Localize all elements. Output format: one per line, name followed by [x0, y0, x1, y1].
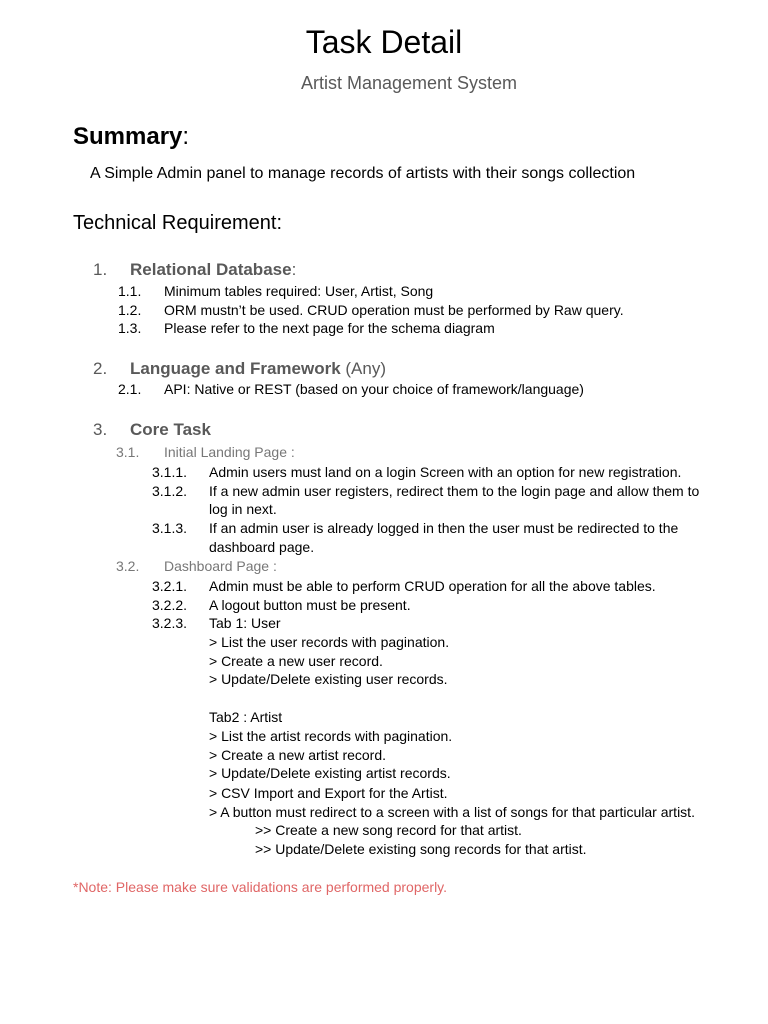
document-subtitle: Artist Management System	[300, 73, 518, 93]
item-number: 2.1.	[118, 381, 142, 397]
tab-line: Tab 1: User	[209, 615, 281, 631]
item-text: ORM mustn’t be used. CRUD operation must be performed by Raw query.	[164, 302, 624, 318]
section-title	[130, 358, 386, 380]
section-title-suffix: (Any)	[340, 359, 387, 378]
item-text: API: Native or REST (based on your choice of framework/language)	[164, 381, 584, 397]
technical-requirement-heading: Technical Requirement:	[73, 212, 282, 234]
tab-line: > Update/Delete existing user records.	[209, 671, 448, 687]
subsection-title: Initial Landing Page :	[164, 444, 295, 460]
tab-line: Tab2 : Artist	[209, 709, 283, 725]
validation-note: *Note: Please make sure validations are performed properly.	[73, 879, 448, 895]
item-text: Admin users must land on a login Screen with an option for new registration.	[209, 464, 682, 480]
summary-text: A Simple Admin panel to manage records of artists with their songs collection	[90, 165, 636, 182]
tab-subline: >> Create a new song record for that artist.	[255, 822, 522, 838]
item-text: Please refer to the next page for the schema diagram	[164, 320, 495, 336]
item-number: 3.2.1.	[152, 578, 188, 594]
item-number: 1.3.	[118, 320, 142, 336]
summary-heading-label: Summary	[73, 123, 183, 150]
tab-line: > Create a new user record.	[209, 653, 383, 669]
section-title	[130, 259, 296, 281]
section-number: 2.	[93, 359, 108, 378]
section-number: 1.	[93, 260, 108, 279]
section-number: 3.	[93, 420, 108, 439]
item-number: 3.2.3.	[152, 615, 188, 631]
tab-line: > CSV Import and Export for the Artist.	[209, 785, 448, 801]
section-title-label: Core Task	[130, 420, 211, 439]
item-text: If a new admin user registers, redirect them to the login page and allow them to	[209, 483, 700, 499]
item-number: 3.1.1.	[152, 464, 188, 480]
subsection-title: Dashboard Page :	[164, 558, 277, 574]
item-number: 1.1.	[118, 283, 142, 299]
item-text: log in next.	[209, 501, 277, 517]
tab-line: > List the user records with pagination.	[209, 634, 450, 650]
item-number: 1.2.	[118, 302, 142, 318]
summary-heading	[73, 122, 189, 152]
tab-line: > List the artist records with pagination.	[209, 728, 453, 744]
section-title-label: Relational Database	[130, 260, 292, 279]
summary-heading-colon: :	[182, 123, 190, 150]
subsection-number: 3.2.	[116, 558, 140, 574]
tab-line: > Create a new artist record.	[209, 747, 387, 763]
tab-subline: >> Update/Delete existing song records for that artist.	[255, 841, 587, 857]
section-title	[130, 419, 211, 441]
subsection-number: 3.1.	[116, 444, 140, 460]
document-title: Task Detail	[305, 24, 463, 60]
item-text: A logout button must be present.	[209, 597, 411, 613]
tab-line: > Update/Delete existing artist records.	[209, 765, 451, 781]
item-text: Admin must be able to perform CRUD operation for all the above tables.	[209, 578, 656, 594]
tab-line: > A button must redirect to a screen with a list of songs for that particular artist.	[209, 804, 695, 820]
item-text: Minimum tables required: User, Artist, Song	[164, 283, 434, 299]
item-text: dashboard page.	[209, 539, 315, 555]
item-number: 3.1.3.	[152, 520, 188, 536]
section-title-suffix: :	[291, 260, 297, 279]
item-number: 3.1.2.	[152, 483, 188, 499]
item-number: 3.2.2.	[152, 597, 188, 613]
section-title-label: Language and Framework	[130, 359, 341, 378]
item-text: If an admin user is already logged in then the user must be redirected to the	[209, 520, 679, 536]
